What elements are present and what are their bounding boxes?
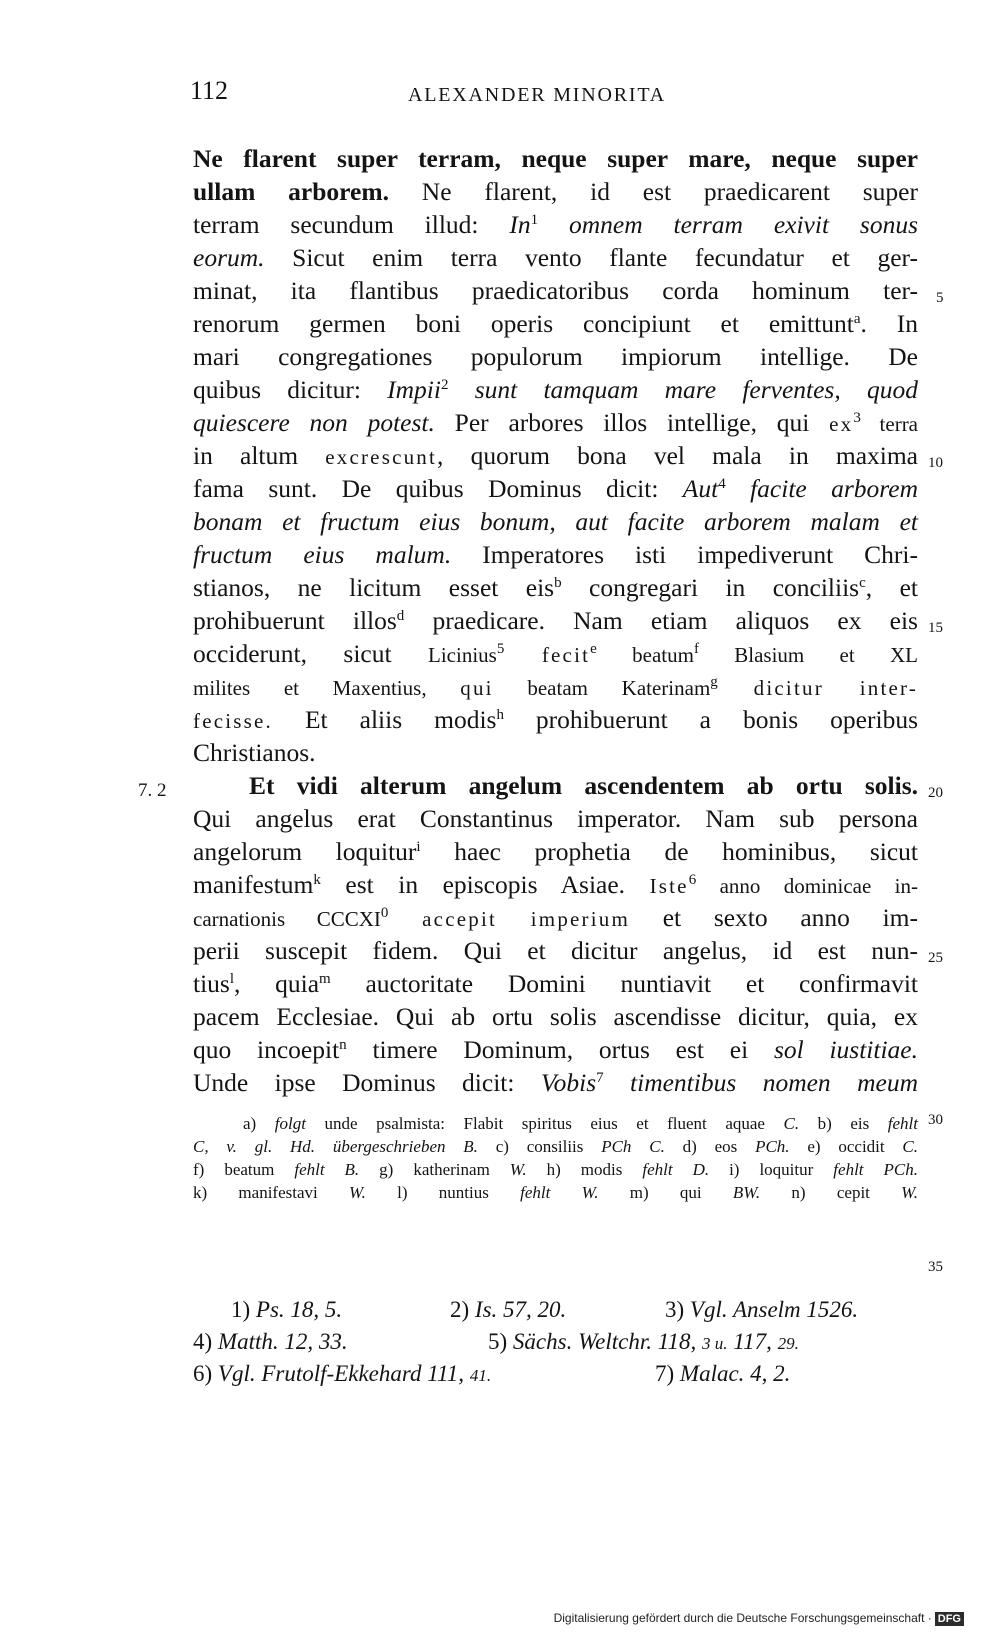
verse-reference: 7. 2 (138, 780, 167, 801)
text-line: renorum germen boni operis concipiunt et emittunt$^a$. In (193, 309, 918, 338)
line-number: 15 (928, 620, 943, 636)
text-line: in altum excrescunt, quorum bona vel mala in maxima (193, 441, 918, 470)
text-line: prohibuerunt illos$^d$ praedicare. Nam etiam aliquos ex eis (193, 606, 918, 635)
source-note: 1) Ps. 18, 5. (231, 1297, 343, 1322)
apparatus-line: C, v. gl. Hd. übergeschrieben B. c) consiliis PCh C. d) eos PCh. e) occidit C. (193, 1137, 919, 1156)
source-note: 5) Sächs. Weltchr. 118, 3 u. 117, 29. (488, 1329, 799, 1354)
text-line: Christianos. (193, 738, 316, 767)
source-note: 6) Vgl. Frutolf-Ekkehard 111, 41. (193, 1361, 492, 1386)
text-line: minat, ita flantibus praedicatoribus corda hominum ter- (193, 276, 918, 305)
text-line: Qui angelus erat Constantinus imperator. Nam sub persona (193, 804, 918, 833)
line-number: 10 (928, 455, 943, 471)
source-note: 7) Malac. 4, 2. (655, 1361, 791, 1386)
text-line: stianos, ne licitum esset eis$^b$ congregari in conciliis$^c$, et (193, 573, 918, 602)
apparatus-line: a) folgt unde psalmista: Flabit spiritus eius et fluent aquae C. b) eis fehlt (243, 1114, 918, 1133)
source-notes (193, 1294, 918, 1394)
text-line: manifestum$^k$ est in episcopis Asiae. Iste$^6$ anno dominicae in- (193, 870, 918, 899)
credit-text: Digitalisierung gefördert durch die Deutsche Forschungsgemeinschaft · (553, 1611, 932, 1625)
text-line: quiescere non potest. Per arbores illos intellige, qui $ex^3$ terra (193, 408, 919, 437)
line-number: 30 (928, 1112, 943, 1128)
text-line: Unde ipse Dominus dicit: Vobis$^7$ timentibus nomen meum (193, 1068, 918, 1097)
text-line: fama sunt. De quibus Dominus dicit: Aut$^4$ facite arborem (193, 474, 918, 503)
text-line: quo incoepit$^n$ timere Dominum, ortus est ei sol iustitiae. (193, 1035, 919, 1064)
apparatus-line: k) manifestavi W. l) nuntius fehlt W. m) qui BW. n) cepit W. (193, 1183, 919, 1202)
text-line: terram secundum illud: In$^1$ omnem terram exivit sonus (193, 210, 918, 239)
text-line: pacem Ecclesiae. Qui ab ortu solis ascendisse dicitur, quia, ex (193, 1002, 918, 1031)
text-line: quibus dicitur: Impii$^2$ sunt tamquam mare ferventes, quod (193, 375, 918, 404)
apparatus-line: f) beatum fehlt B. g) katherinam W. h) modis fehlt D. i) loquitur fehlt PCh. (193, 1160, 918, 1179)
source-note: 3) Vgl. Anselm 1526. (665, 1297, 859, 1322)
page-number: 112 (190, 76, 229, 105)
text-line: tius$^l$, quia$^m$ auctoritate Domini nuntiavit et confirmavit (193, 969, 918, 998)
running-title: ALEXANDER MINORITA (408, 84, 666, 106)
text-line: occiderunt, sicut Licinius$^5$ fecit$^e$ beatum$^f$ Blasium et XL (193, 639, 919, 668)
dfg-logo: DFG (935, 1612, 964, 1626)
text-line: ullam arborem. Ne flarent, id est praedicarent super (193, 177, 918, 206)
text-line: mari congregationes populorum impiorum intellige. De (193, 342, 918, 371)
text-line: Et vidi alterum angelum ascendentem ab ortu solis. (249, 771, 918, 800)
text-line: Ne flarent super terram, neque super mare, neque super (193, 144, 918, 173)
digitization-credit (554, 1611, 964, 1626)
source-note: 4) Matth. 12, 33. (193, 1329, 348, 1354)
text-line: fecisse. Et aliis modis$^h$ prohibuerunt a bonis operibus (193, 705, 918, 734)
line-number: 35 (928, 1259, 943, 1275)
text-line: perii suscepit fidem. Qui et dicitur angelus, id est nun- (193, 936, 918, 965)
text-line: fructum eius malum. Imperatores isti impediverunt Chri- (193, 540, 918, 569)
text-line: bonam et fructum eius bonum, aut facite arborem malam et (193, 507, 918, 536)
line-number: 25 (928, 950, 943, 966)
page-header (0, 76, 1000, 116)
text-line: milites et Maxentius, qui beatam Katerinam$^g$ dicitur inter- (193, 674, 919, 700)
source-note: 2) Is. 57, 20. (450, 1297, 567, 1322)
line-number: 20 (928, 785, 943, 801)
text-line: angelorum loquitur$^i$ haec prophetia de hominibus, sicut (193, 837, 918, 866)
line-number: 5 (936, 290, 944, 306)
text-line: carnationis CCCXI$^0$ accepit imperium et sexto anno im- (193, 903, 918, 932)
text-line: eorum. Sicut enim terra vento flante fecundatur et ger- (193, 243, 918, 272)
